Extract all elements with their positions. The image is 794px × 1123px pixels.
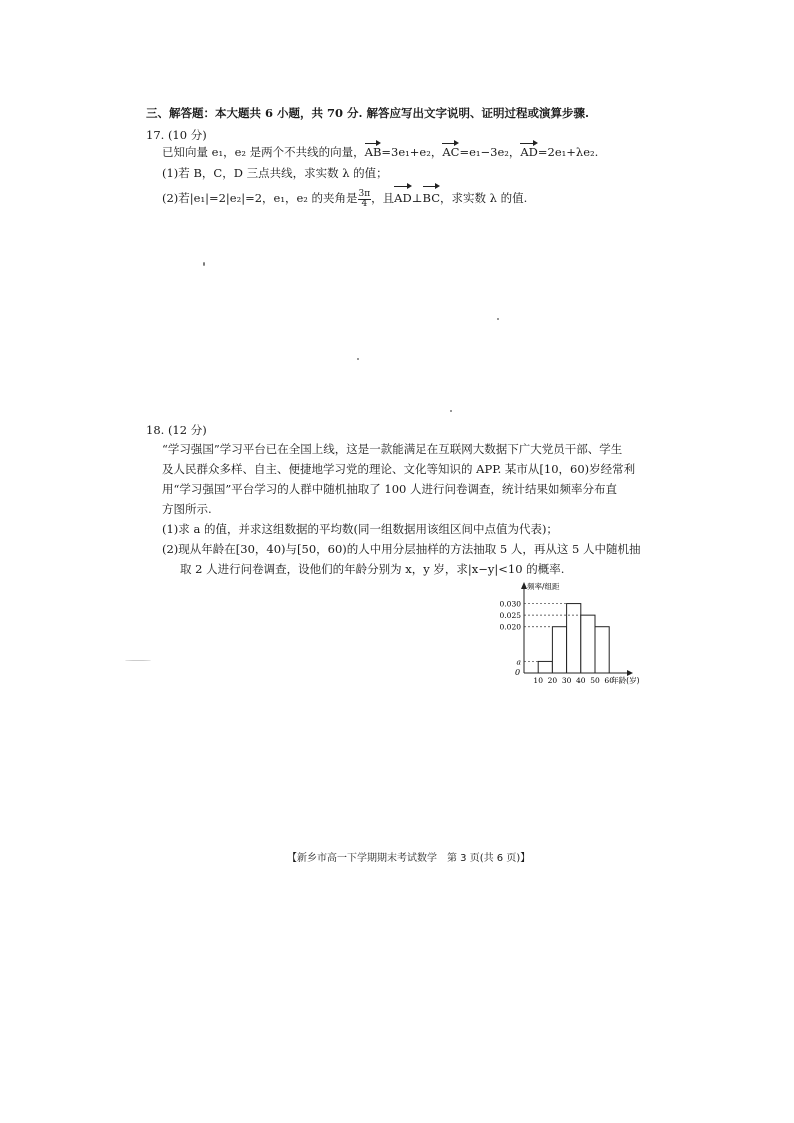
vector-ad: AD [520,145,538,159]
q18-part2-line1: (2)现从年龄在[30，40)与[50，60)的人中用分层抽样的方法抽取 5 人，再从这 5 人中随机抽 [162,542,641,556]
q17-stem [162,145,598,159]
scan-speck [357,358,359,360]
q18-line4: 方图所示. [162,502,212,516]
frequency-histogram [495,580,655,690]
x-tick-label: 20 [547,676,558,685]
vector-ab: AB [364,145,382,159]
scan-speck [203,262,205,266]
y-tick-label: a [516,657,521,667]
q17-stem-text: 已知向量 e₁，e₂ 是两个不共线的向量， [162,145,365,159]
y-tick-label: 0.020 [499,622,521,632]
section-heading: 三、解答题：本大题共 6 小题，共 70 分. 解答应写出文字说明、证明过程或演算步骤. [146,106,590,120]
q18-line3: 用“学习强国”平台学习的人群中随机抽取了 100 人进行问卷调查，统计结果如频率分布直 [162,482,618,496]
x-tick-label: 50 [590,676,600,685]
q18-line1: “学习强国”学习平台已在全国上线，这是一款能满足在互联网大数据下广大党员干部、学生 [162,442,623,456]
q17-part2 [162,188,527,209]
x-tick-label: 30 [561,676,572,685]
histogram-bar [595,627,609,673]
y-tick-label: 0.030 [499,599,521,609]
q17-number: 17. (10 分) [146,128,207,142]
q18-part1: (1)求 a 的值，并求这组数据的平均数(同一组数据用该组区间中点值为代表)； [162,522,558,536]
scan-speck [125,660,151,661]
x-tick-label: 60 [604,676,614,685]
scan-speck [450,410,452,412]
q17-part2-text-c: ，求实数 λ 的值. [440,191,528,205]
histogram-bar [567,604,581,673]
angle-fraction-numerator: 3π [358,188,371,199]
page-footer: 【新乡市高一下学期期末考试数学 第 3 页(共 6 页)】 [287,853,531,864]
vector-ab-expr: =3e₁+e₂， [381,145,443,159]
histogram-bar [581,615,595,673]
angle-fraction [358,190,372,209]
vector-ad-2: AD [394,188,412,208]
scan-speck [497,318,499,320]
q18-number: 18. (12 分) [146,423,207,437]
vector-ac: AC [442,145,460,159]
origin-label: 0 [515,668,521,677]
q17-part2-text-b: ，且 [371,191,395,205]
q18-part2-line2: 取 2 人进行问卷调查，设他们的年龄分别为 x，y 岁，求|x−y|<10 的概率. [180,562,565,576]
q17-part2-text-a: (2)若|e₁|=2|e₂|=2，e₁，e₂ 的夹角是 [162,191,358,205]
histogram-bar [538,661,552,673]
histogram-bar [552,627,566,673]
x-tick-label: 10 [533,676,543,685]
x-tick-label: 40 [576,676,586,685]
vector-ad-expr: =2e₁+λe₂. [537,145,599,159]
vector-bc: BC [423,188,440,208]
x-axis-label: 年龄(岁) [611,676,640,685]
angle-fraction-denominator: 4 [361,198,368,209]
q18-line2: 及人民群众多样、自主、便捷地学习党的理论、文化等知识的 APP. 某市从[10，60)岁经常利 [162,462,636,476]
vector-ac-expr: =e₁−3e₂， [459,145,521,159]
perp-symbol: ⊥ [411,191,423,205]
y-axis-label: 频率/组距 [527,582,560,591]
q17-part1: (1)若 B，C，D 三点共线，求实数 λ 的值； [162,166,388,180]
y-tick-label: 0.025 [499,611,521,621]
